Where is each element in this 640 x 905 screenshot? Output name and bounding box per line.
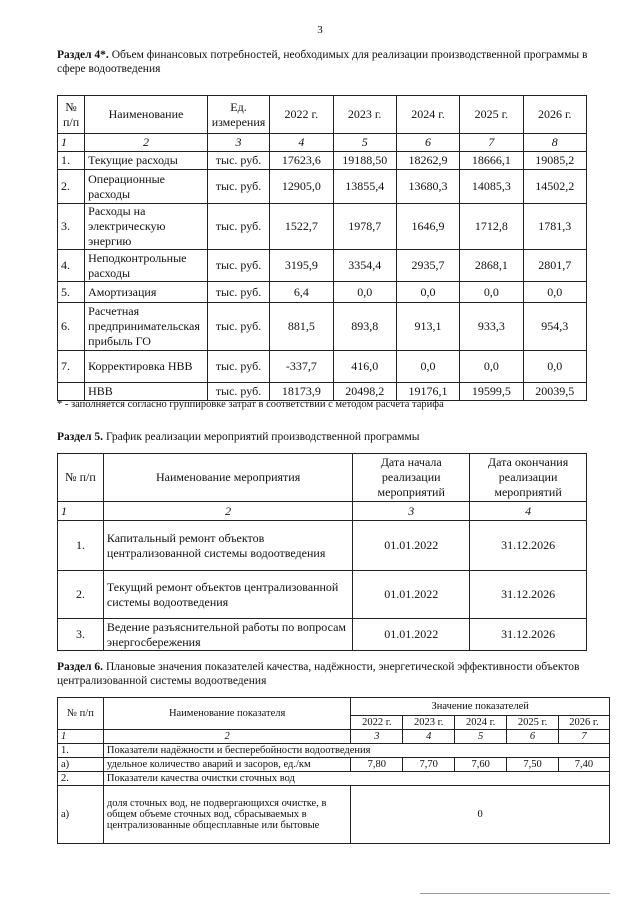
table-row xyxy=(58,204,587,250)
value-cell: 19176,1 xyxy=(396,383,459,401)
value-cell: 18173,9 xyxy=(270,383,333,401)
start-date: 01.01.2022 xyxy=(353,521,470,571)
row-unit: тыс. руб. xyxy=(207,383,269,401)
year-cell: 2026 г. xyxy=(558,716,609,730)
value-cell: 913,1 xyxy=(396,303,459,351)
index-cell: 5 xyxy=(333,134,396,152)
value-cell: 0,0 xyxy=(460,351,523,383)
index-cell: 5 xyxy=(455,730,507,744)
index-row xyxy=(58,134,587,152)
section5-title-bold: Раздел 5. xyxy=(57,431,104,443)
row-unit: тыс. руб. xyxy=(207,282,269,303)
index-cell: 4 xyxy=(270,134,333,152)
value-cell: 0,0 xyxy=(333,282,396,303)
row-number: 2. xyxy=(58,170,85,204)
value-cell: 893,8 xyxy=(333,303,396,351)
value-cell: 13855,4 xyxy=(333,170,396,204)
start-date: 01.01.2022 xyxy=(353,571,470,619)
table-row xyxy=(58,619,587,651)
index-cell: 2 xyxy=(85,134,208,152)
value-cell: 7,50 xyxy=(507,758,559,772)
row-name: Показатели надёжности и бесперебойности водоотведения xyxy=(103,744,609,758)
header-cell: 2022 г. xyxy=(270,96,333,134)
value-cell: 0,0 xyxy=(460,282,523,303)
index-cell: 6 xyxy=(507,730,559,744)
value-cell: 0,0 xyxy=(523,282,586,303)
value-cell: 3354,4 xyxy=(333,250,396,282)
table-row-total xyxy=(58,383,587,401)
row-name: доля сточных вод, не подвергающихся очистке, в общем объеме сточных вод, сбрасываемых в централизованные общесплавные или бытовые xyxy=(103,786,350,844)
value-cell: 20039,5 xyxy=(523,383,586,401)
section6-title-text: Плановые значения показателей качества, надёжности, энергетической эффективности объектов централизованной системы водоотведения xyxy=(57,661,580,687)
value-cell: 881,5 xyxy=(270,303,333,351)
value-cell: 18262,9 xyxy=(396,152,459,170)
year-cell: 2025 г. xyxy=(507,716,559,730)
row-name: Корректировка НВВ xyxy=(85,351,208,383)
value-cell: 13680,3 xyxy=(396,170,459,204)
value-cell: 0 xyxy=(351,786,610,844)
header-cell: 2024 г. xyxy=(396,96,459,134)
value-cell: 1781,3 xyxy=(523,204,586,250)
value-cell: 7,40 xyxy=(558,758,609,772)
index-row xyxy=(58,502,587,521)
header-cell: Наименование xyxy=(85,96,208,134)
table-row xyxy=(58,250,587,282)
value-cell: 17623,6 xyxy=(270,152,333,170)
year-cell: 2023 г. xyxy=(403,716,455,730)
section6-heading xyxy=(57,660,597,688)
footnote: * - заполняется согласно группировке затрат в соответствии с методом расчета тарифа xyxy=(57,399,444,410)
table-row xyxy=(58,282,587,303)
header-cell: Наименование показателя xyxy=(103,698,350,730)
header-cell: Ед. измерения xyxy=(207,96,269,134)
row-name: Текущий ремонт объектов централизованной системы водоотведения xyxy=(103,571,352,619)
value-cell: 1712,8 xyxy=(460,204,523,250)
value-cell: 2801,7 xyxy=(523,250,586,282)
index-cell: 8 xyxy=(523,134,586,152)
table-row xyxy=(58,521,587,571)
value-cell: 19188,50 xyxy=(333,152,396,170)
row-number: 1. xyxy=(58,152,85,170)
value-cell: 2935,7 xyxy=(396,250,459,282)
header-cell: Дата начала реализации мероприятий xyxy=(353,454,470,502)
value-cell: 2868,1 xyxy=(460,250,523,282)
value-cell: 20498,2 xyxy=(333,383,396,401)
value-cell: 954,3 xyxy=(523,303,586,351)
footer-rule xyxy=(420,893,610,894)
value-cell: 7,70 xyxy=(403,758,455,772)
value-cell: 6,4 xyxy=(270,282,333,303)
index-cell: 2 xyxy=(103,502,352,521)
row-unit: тыс. руб. xyxy=(207,170,269,204)
index-cell: 6 xyxy=(396,134,459,152)
row-name: Расчетная предпринимательская прибыль ГО xyxy=(85,303,208,351)
row-number: 6. xyxy=(58,303,85,351)
table-header-row xyxy=(58,698,610,716)
index-cell: 1 xyxy=(58,134,85,152)
header-cell: 2023 г. xyxy=(333,96,396,134)
row-name: Неподконтрольные расходы xyxy=(85,250,208,282)
row-unit: тыс. руб. xyxy=(207,204,269,250)
header-cell: № п/п xyxy=(58,96,85,134)
index-cell: 3 xyxy=(207,134,269,152)
table-row xyxy=(58,152,587,170)
value-cell: 3195,9 xyxy=(270,250,333,282)
section5-heading xyxy=(57,430,597,444)
value-cell: 7,80 xyxy=(351,758,403,772)
row-number: 2. xyxy=(58,571,104,619)
start-date: 01.01.2022 xyxy=(353,619,470,651)
row-number: 3. xyxy=(58,204,85,250)
row-name: Показатели качества очистки сточных вод xyxy=(103,772,609,786)
row-number: 3. xyxy=(58,619,104,651)
table-row xyxy=(58,758,610,772)
value-cell: 0,0 xyxy=(523,351,586,383)
row-number: 1. xyxy=(58,744,104,758)
index-cell: 4 xyxy=(403,730,455,744)
header-cell: Дата окончания реализации мероприятий xyxy=(470,454,587,502)
value-cell: 18666,1 xyxy=(460,152,523,170)
end-date: 31.12.2026 xyxy=(470,619,587,651)
row-number: 1. xyxy=(58,521,104,571)
row-name: удельное количество аварий и засоров, ед./км xyxy=(103,758,350,772)
table-row xyxy=(58,772,610,786)
index-cell: 2 xyxy=(103,730,350,744)
row-number: 7. xyxy=(58,351,85,383)
end-date: 31.12.2026 xyxy=(470,571,587,619)
row-unit: тыс. руб. xyxy=(207,250,269,282)
section4-title-bold: Раздел 4*. xyxy=(57,49,109,61)
row-number: 4. xyxy=(58,250,85,282)
value-cell: -337,7 xyxy=(270,351,333,383)
index-cell: 7 xyxy=(460,134,523,152)
row-name: Капитальный ремонт объектов централизованной системы водоотведения xyxy=(103,521,352,571)
value-cell: 0,0 xyxy=(396,282,459,303)
end-date: 31.12.2026 xyxy=(470,521,587,571)
table-header-row xyxy=(58,96,587,134)
section5-title-text: График реализации мероприятий производственной программы xyxy=(103,431,420,443)
value-cell: 933,3 xyxy=(460,303,523,351)
header-cell: № п/п xyxy=(58,454,104,502)
index-cell: 1 xyxy=(58,730,104,744)
index-cell: 7 xyxy=(558,730,609,744)
table-row xyxy=(58,571,587,619)
indicators-table xyxy=(57,697,610,844)
row-number: а) xyxy=(58,786,104,844)
table-row xyxy=(58,744,610,758)
value-cell: 14085,3 xyxy=(460,170,523,204)
value-cell: 19085,2 xyxy=(523,152,586,170)
row-unit: тыс. руб. xyxy=(207,303,269,351)
value-cell: 0,0 xyxy=(396,351,459,383)
page-number: 3 xyxy=(317,24,323,36)
row-name: Амортизация xyxy=(85,282,208,303)
index-cell: 1 xyxy=(58,502,104,521)
year-cell: 2024 г. xyxy=(455,716,507,730)
row-name: Операционные расходы xyxy=(85,170,208,204)
value-cell: 12905,0 xyxy=(270,170,333,204)
section6-title-bold: Раздел 6. xyxy=(57,661,104,673)
value-cell: 416,0 xyxy=(333,351,396,383)
value-cell: 19599,5 xyxy=(460,383,523,401)
index-row xyxy=(58,730,610,744)
section4-title-text: Объем финансовых потребностей, необходимых для реализации производственной программы в сфере водоотведения xyxy=(57,49,588,75)
row-name: Расходы на электрическую энергию xyxy=(85,204,208,250)
value-cell: 14502,2 xyxy=(523,170,586,204)
row-number: 2. xyxy=(58,772,104,786)
value-cell: 1646,9 xyxy=(396,204,459,250)
financial-needs-table xyxy=(57,95,587,401)
index-cell: 3 xyxy=(351,730,403,744)
index-cell: 4 xyxy=(470,502,587,521)
schedule-table xyxy=(57,453,587,651)
section4-heading xyxy=(57,48,597,76)
row-name: Ведение разъяснительной работы по вопросам энергосбережения xyxy=(103,619,352,651)
header-cell: № п/п xyxy=(58,698,104,730)
table-row xyxy=(58,786,610,844)
table-row xyxy=(58,170,587,204)
value-cell: 7,60 xyxy=(455,758,507,772)
row-name: НВВ xyxy=(85,383,208,401)
value-cell: 1978,7 xyxy=(333,204,396,250)
table-row xyxy=(58,303,587,351)
header-cell: 2026 г. xyxy=(523,96,586,134)
row-number xyxy=(58,383,85,401)
row-number: а) xyxy=(58,758,104,772)
table-row xyxy=(58,351,587,383)
year-cell: 2022 г. xyxy=(351,716,403,730)
header-cell: Наименование мероприятия xyxy=(103,454,352,502)
index-cell: 3 xyxy=(353,502,470,521)
row-name: Текущие расходы xyxy=(85,152,208,170)
row-number: 5. xyxy=(58,282,85,303)
header-cell: 2025 г. xyxy=(460,96,523,134)
value-cell: 1522,7 xyxy=(270,204,333,250)
row-unit: тыс. руб. xyxy=(207,152,269,170)
header-group-cell: Значение показателей xyxy=(351,698,610,716)
row-unit: тыс. руб. xyxy=(207,351,269,383)
table-header-row xyxy=(58,454,587,502)
